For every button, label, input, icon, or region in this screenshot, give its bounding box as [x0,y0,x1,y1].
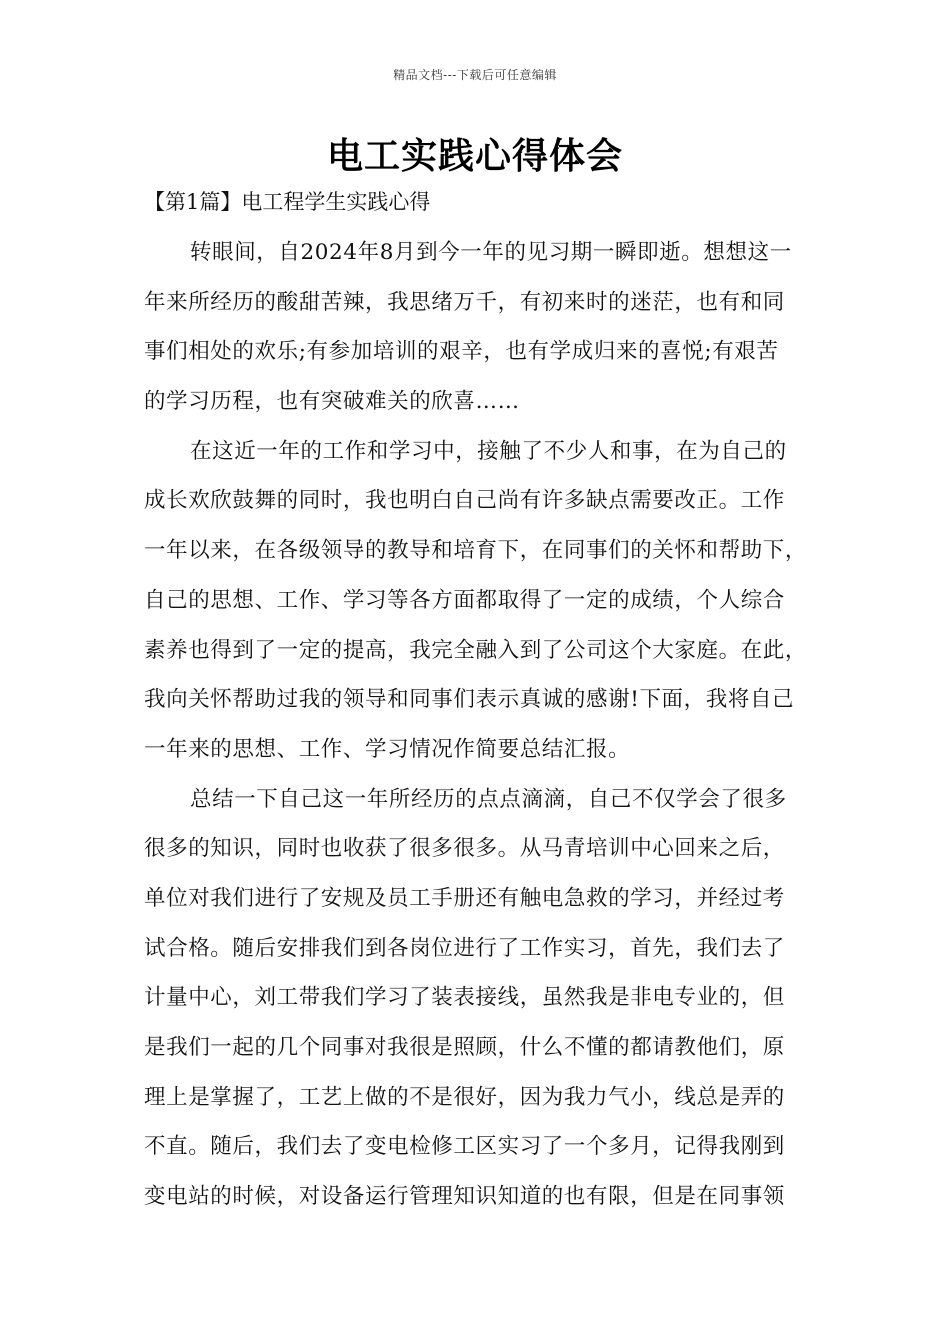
text-line: 是我们一起的几个同事对我很是照顾，什么不懂的都请教他们，原 [144,1035,785,1060]
text-line: 在这近一年的工作和学习中，接触了不少人和事，在为自己的 [190,438,787,464]
text-line: 不直。随后，我们去了变电检修工区实习了一个多月，记得我刚到 [144,1134,785,1160]
text-line: 事们相处的欢乐;有参加培训的艰辛，也有学成归来的喜悦;有艰苦 [144,339,779,365]
text-line: 的学习历程，也有突破难关的欣喜…… [144,389,520,415]
text-line: 理上是掌握了，工艺上做的不是很好，因为我力气小，线总是弄的 [144,1084,785,1110]
text-line: 单位对我们进行了安规及员工手册还有触电急救的学习，并经过考 [144,885,785,911]
text-line: 成长欢欣鼓舞的同时，我也明白自己尚有许多缺点需要改正。工作 [144,488,785,514]
text-line: 转眼间，自2024年8月到今一年的见习期一瞬即逝。想想这一 [190,240,792,265]
text-line: 试合格。随后安排我们到各岗位进行了工作实习，首先，我们去了 [144,935,785,961]
text-line: 一年以来，在各级领导的教导和培育下，在同事们的关怀和帮助下， [144,538,808,564]
text-line: 总结一下自己这一年所经历的点点滴滴，自己不仅学会了很多 [190,786,787,812]
section-heading: 【第1篇】电工程学生实践心得 [144,190,431,214]
text-line: 自己的思想、工作、学习等各方面都取得了一定的成绩，个人综合 [144,587,785,613]
page-header: 精品文档---下载后可任意编辑 [393,68,557,82]
text-line: 我向关怀帮助过我的领导和同事们表示真诚的感谢!下面，我将自己 [144,687,795,713]
text-line: 素养也得到了一定的提高，我完全融入到了公司这个大家庭。在此， [144,637,808,663]
text-line: 年来所经历的酸甜苦辣，我思绪万千，有初来时的迷茫，也有和同 [144,289,785,315]
document-title: 电工实践心得体会 [326,135,623,177]
text-line: 变电站的时候，对设备运行管理知识知道的也有限，但是在同事领 [144,1184,785,1210]
text-line: 计量中心，刘工带我们学习了装表接线，虽然我是非电专业的，但 [144,985,785,1011]
text-line: 很多的知识，同时也收获了很多很多。从马青培训中心回来之后， [144,836,785,862]
document-body [144,228,808,1222]
text-line: 一年来的思想、工作、学习情况作简要总结汇报。 [144,736,631,762]
